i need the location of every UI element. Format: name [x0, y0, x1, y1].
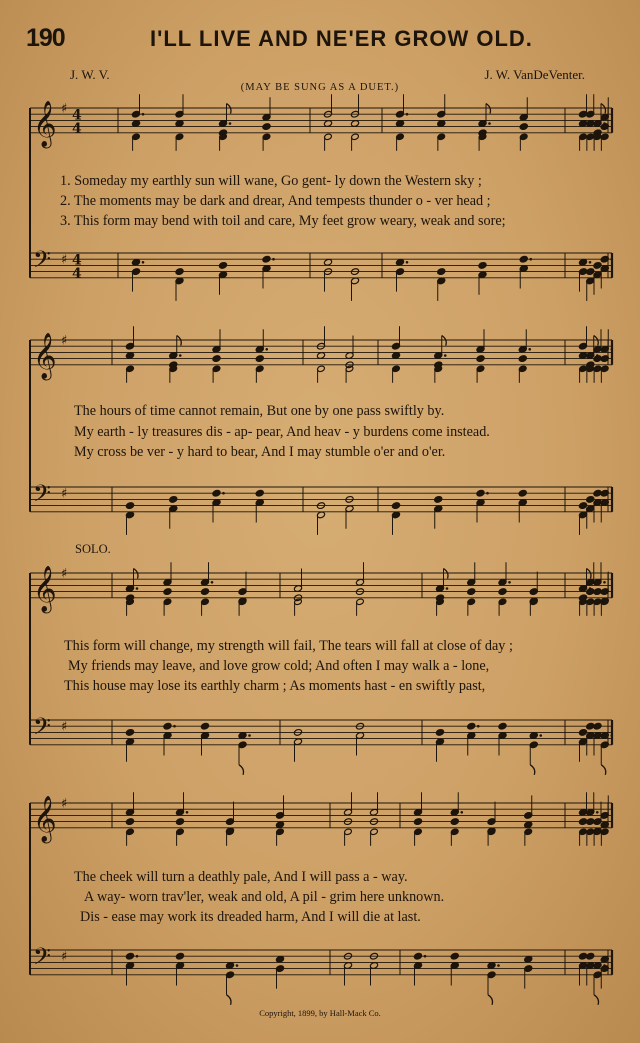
note-head	[414, 952, 423, 960]
note-head	[176, 818, 185, 826]
lyric-line: This house may lose its earthly charm ; As moments hast - en swiftly past,	[64, 678, 486, 694]
sharp-icon: ♯	[61, 796, 68, 812]
note-dot	[497, 964, 500, 967]
note-dot	[272, 258, 275, 261]
sharp-icon: ♯	[61, 486, 68, 502]
lyric-line: The hours of time cannot remain, But one by one pass swiftly by.	[74, 403, 445, 419]
note-dot	[508, 581, 511, 584]
note-dot	[406, 113, 409, 116]
bass-clef-icon: 𝄢	[33, 245, 52, 279]
note-head	[201, 588, 210, 596]
copyright-notice: Copyright, 1899, by Hall-Mack Co.	[259, 1008, 381, 1018]
note-head	[476, 355, 485, 363]
note-dot	[248, 734, 251, 737]
performance-note: (MAY BE SUNG AS A DUET.)	[240, 82, 400, 93]
note-head	[450, 952, 459, 960]
note-head	[476, 489, 485, 497]
note-head	[593, 722, 602, 730]
lyric-line: My earth - ly treasures dis - ap- pear, And heav - y burdens come instead.	[74, 424, 490, 440]
note-dot	[589, 261, 592, 264]
treble-clef-icon: 𝄞	[33, 332, 57, 379]
note-head	[436, 729, 445, 737]
note-dot	[528, 348, 531, 351]
note-dot	[211, 581, 214, 584]
note-flag	[239, 765, 244, 775]
treble-clef-icon: 𝄞	[33, 795, 57, 842]
page-number: 190	[26, 24, 65, 52]
note-flag	[530, 765, 535, 775]
note-head	[450, 818, 459, 826]
hymn-title: I'LL LIVE AND NE'ER GROW OLD.	[150, 26, 533, 51]
lyric-line: A way- worn trav'ler, weak and old, A pil - grim here unknown.	[84, 889, 445, 905]
time-signature-top: 4	[72, 107, 82, 124]
note-dot	[603, 581, 606, 584]
note-head	[163, 588, 172, 596]
note-dot	[136, 955, 139, 958]
note-head	[519, 255, 528, 263]
lyric-line: The cheek will turn a deathly pale, And I will pass a - way.	[74, 869, 408, 885]
note-dot	[136, 587, 139, 590]
note-dot	[446, 587, 449, 590]
note-flag	[442, 336, 447, 346]
note-head	[212, 355, 221, 363]
note-dot	[596, 811, 599, 814]
music-credit: J. W. VanDeVenter.	[484, 67, 585, 82]
note-flag	[601, 104, 606, 114]
note-head	[518, 355, 527, 363]
note-head	[219, 262, 228, 270]
note-flag	[488, 995, 493, 1005]
note-dot	[424, 955, 427, 958]
sharp-icon: ♯	[61, 101, 68, 117]
lyric-line: 2. The moments may be dark and drear, And tempests thunder o - ver head ;	[60, 193, 491, 209]
time-signature-bottom: 4	[72, 265, 82, 282]
note-dot	[142, 261, 145, 264]
note-head	[201, 722, 210, 730]
note-head	[262, 123, 271, 131]
note-head	[126, 818, 135, 826]
note-dot	[142, 113, 145, 116]
lyric-line: 3. This form may bend with toil and care, My feet grow weary, weak and sore;	[60, 213, 506, 229]
sharp-icon: ♯	[61, 949, 68, 965]
note-head	[255, 355, 264, 363]
note-dot	[444, 354, 447, 357]
solo-marking: SOLO.	[75, 542, 111, 556]
note-flag	[486, 104, 491, 114]
treble-clef-icon: 𝄞	[33, 100, 57, 147]
sharp-icon: ♯	[61, 719, 68, 735]
note-head	[176, 952, 185, 960]
note-flag	[594, 336, 599, 346]
note-flag	[134, 569, 139, 579]
lyric-line: My cross be ver - y hard to bear, And I may stumble o'er and o'er.	[74, 444, 446, 460]
lyric-line: My friends may leave, and love grow cold; And often I may walk a - lone,	[68, 658, 490, 674]
sharp-icon: ♯	[61, 252, 68, 268]
note-head	[255, 489, 264, 497]
note-dot	[610, 258, 613, 261]
note-dot	[186, 811, 189, 814]
note-flag	[227, 104, 232, 114]
note-head	[163, 722, 172, 730]
note-dot	[488, 122, 491, 125]
note-flag	[444, 569, 449, 579]
note-head	[262, 255, 271, 263]
bass-clef-icon: 𝄢	[33, 712, 52, 746]
note-dot	[486, 492, 489, 495]
time-signature-top: 4	[72, 252, 82, 269]
note-dot	[179, 354, 182, 357]
words-credit: J. W. V.	[70, 67, 110, 82]
note-dot	[265, 348, 268, 351]
bass-clef-icon: 𝄢	[33, 942, 52, 976]
note-head	[467, 722, 476, 730]
note-head	[498, 588, 507, 596]
note-flag	[227, 995, 232, 1005]
note-dot	[477, 725, 480, 728]
time-signature-bottom: 4	[72, 120, 82, 137]
note-dot	[406, 261, 409, 264]
lyric-line: 1. Someday my earthly sun will wane, Go gent- ly down the Western sky ;	[60, 173, 482, 189]
note-head	[392, 502, 401, 510]
note-head	[434, 496, 443, 504]
treble-clef-icon: 𝄞	[33, 565, 57, 612]
note-dot	[222, 492, 225, 495]
note-dot	[539, 734, 542, 737]
sharp-icon: ♯	[61, 566, 68, 582]
note-head	[518, 489, 527, 497]
note-dot	[460, 811, 463, 814]
note-dot	[229, 122, 232, 125]
note-dot	[236, 964, 239, 967]
bass-clef-icon: 𝄢	[33, 479, 52, 513]
lyric-line: Dis - ease may work its dreaded harm, And I will die at last.	[80, 909, 421, 925]
note-flag	[177, 336, 182, 346]
note-head	[212, 489, 221, 497]
note-head	[169, 496, 178, 504]
note-head	[175, 268, 184, 276]
note-flag	[601, 765, 606, 775]
note-head	[498, 722, 507, 730]
note-head	[414, 818, 423, 826]
note-flag	[587, 569, 592, 579]
note-head	[126, 502, 135, 510]
note-dot	[610, 348, 613, 351]
note-head	[126, 952, 135, 960]
lyric-line: This form will change, my strength will fail, The tears will fall at close of day ;	[64, 638, 513, 654]
note-head	[437, 268, 446, 276]
note-head	[467, 588, 476, 596]
note-head	[478, 262, 487, 270]
note-dot	[610, 734, 613, 737]
note-flag	[594, 995, 599, 1005]
note-head	[126, 729, 135, 737]
sharp-icon: ♯	[61, 333, 68, 349]
note-dot	[529, 258, 532, 261]
note-head	[519, 123, 528, 131]
note-head	[586, 952, 595, 960]
note-dot	[173, 725, 176, 728]
